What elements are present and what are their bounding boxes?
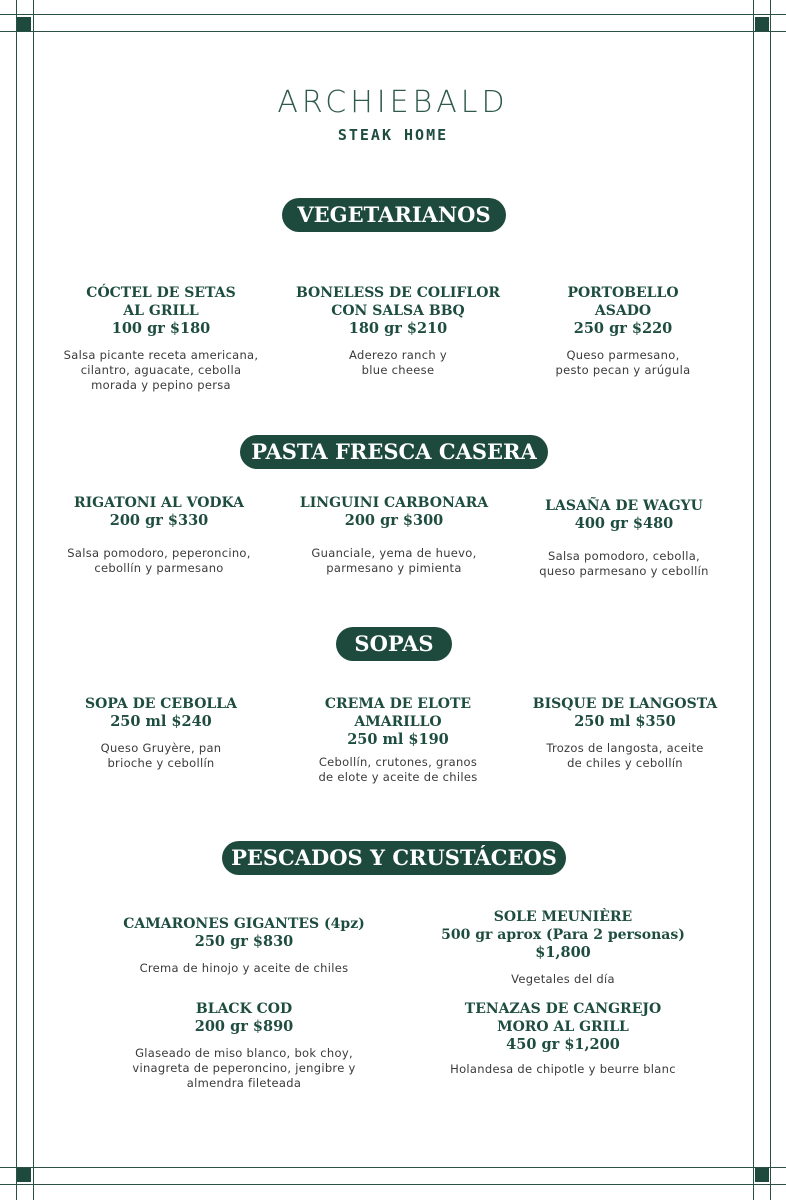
item-price: 250 ml $190 bbox=[347, 731, 449, 748]
item-description-line: cebollín y parmesano bbox=[94, 561, 224, 575]
menu-item bbox=[106, 1000, 382, 1091]
item-price: 450 gr $1,200 bbox=[506, 1036, 620, 1053]
item-description-line: vinagreta de peperoncino, jengibre y bbox=[132, 1061, 356, 1075]
item-name: AMARILLO bbox=[354, 714, 442, 730]
menu-item bbox=[44, 695, 278, 771]
frame-line-left-outer bbox=[16, 0, 17, 1200]
section-title-sopas: SOPAS bbox=[336, 627, 452, 661]
item-name: PORTOBELLO bbox=[567, 285, 679, 301]
menu-item bbox=[518, 284, 728, 378]
item-description-line: Cebollín, crutones, granos bbox=[318, 755, 478, 769]
item-description-line: Salsa pomodoro, peperoncino, bbox=[67, 546, 251, 560]
item-description-line: cilantro, aguacate, cebolla bbox=[80, 363, 242, 377]
menu-item bbox=[283, 284, 513, 378]
item-description-line: brioche y cebollín bbox=[107, 756, 215, 770]
item-price: 180 gr $210 bbox=[348, 320, 448, 337]
brand-header bbox=[0, 86, 786, 144]
item-description-line: parmesano y pimienta bbox=[326, 561, 462, 575]
frame-corner-top-right bbox=[755, 17, 769, 31]
item-description bbox=[44, 741, 278, 771]
frame-line-top-inner bbox=[0, 31, 786, 32]
menu-item bbox=[44, 494, 274, 576]
item-name: LINGUINI CARBONARA bbox=[299, 495, 489, 511]
item-description-line: Trozos de langosta, aceite bbox=[546, 741, 704, 755]
item-description-line: Queso parmesano, bbox=[566, 348, 680, 362]
frame-line-right-inner bbox=[753, 0, 754, 1200]
item-description-line: pesto pecan y arúgula bbox=[555, 363, 691, 377]
item-price: 250 ml $350 bbox=[574, 713, 676, 730]
item-price: 250 gr $220 bbox=[573, 320, 673, 337]
item-description bbox=[106, 1046, 382, 1091]
item-name: CAMARONES GIGANTES (4pz) bbox=[123, 916, 365, 932]
item-description-line: Queso Gruyère, pan bbox=[100, 741, 222, 755]
menu-item bbox=[418, 1000, 708, 1077]
item-name: TENAZAS DE CANGREJO bbox=[464, 1001, 662, 1017]
item-description-line: Aderezo ranch y bbox=[349, 348, 447, 362]
menu-item bbox=[514, 497, 734, 579]
menu-item bbox=[418, 908, 708, 987]
item-name: SOLE MEUNIÈRE bbox=[493, 909, 633, 925]
item-price: 400 gr $480 bbox=[574, 515, 674, 532]
item-name: MORO AL GRILL bbox=[497, 1019, 629, 1035]
section-title-pasta-fresca-casera: PASTA FRESCA CASERA bbox=[240, 435, 548, 469]
frame-line-left-inner bbox=[33, 0, 34, 1200]
menu-item bbox=[106, 915, 382, 976]
frame-line-right-outer bbox=[770, 0, 771, 1200]
frame-line-bottom-inner bbox=[0, 1167, 786, 1168]
item-price: 200 gr $890 bbox=[194, 1018, 294, 1035]
item-description-line: Salsa pomodoro, cebolla, bbox=[548, 549, 700, 563]
item-description-line: almendra fileteada bbox=[186, 1076, 302, 1090]
item-description bbox=[106, 961, 382, 976]
frame-line-top-outer bbox=[0, 14, 786, 15]
item-price: 250 ml $240 bbox=[110, 713, 212, 730]
menu-item bbox=[279, 494, 509, 576]
item-name: BLACK COD bbox=[195, 1001, 293, 1017]
brand-subtitle: STEAK HOME bbox=[337, 126, 449, 144]
frame-corner-bottom-right bbox=[755, 1168, 769, 1182]
item-name: LASAÑA DE WAGYU bbox=[545, 498, 703, 514]
item-name: CON SALSA BBQ bbox=[331, 303, 465, 319]
brand-name: ARCHIEBALD bbox=[277, 85, 509, 120]
item-description-line: Salsa picante receta americana, bbox=[63, 348, 259, 362]
item-description bbox=[283, 348, 513, 378]
item-description bbox=[418, 1062, 708, 1077]
item-description bbox=[515, 741, 735, 771]
item-price: 200 gr $300 bbox=[344, 512, 444, 529]
section-title-vegetarianos: VEGETARIANOS bbox=[282, 198, 506, 232]
item-price: 100 gr $180 bbox=[111, 320, 211, 337]
item-description-line: queso parmesano y cebollín bbox=[539, 564, 709, 578]
item-name: SOPA DE CEBOLLA bbox=[85, 696, 237, 712]
frame-corner-top-left bbox=[17, 17, 31, 31]
item-name: BONELESS DE COLIFLOR bbox=[295, 285, 501, 301]
menu-item bbox=[515, 695, 735, 771]
item-description-line: Glaseado de miso blanco, bok choy, bbox=[135, 1046, 353, 1060]
menu-item bbox=[283, 695, 513, 785]
item-description-line: Holandesa de chipotle y beurre blanc bbox=[450, 1062, 676, 1076]
frame-line-bottom-outer bbox=[0, 1184, 786, 1185]
item-description bbox=[279, 546, 509, 576]
menu-item bbox=[44, 284, 278, 393]
item-description bbox=[44, 546, 274, 576]
item-name: RIGATONI AL VODKA bbox=[73, 495, 245, 511]
item-description bbox=[283, 755, 513, 785]
item-description-line: de elote y aceite de chiles bbox=[318, 770, 478, 784]
item-description bbox=[44, 348, 278, 393]
item-description-line: blue cheese bbox=[361, 363, 435, 377]
item-description bbox=[518, 348, 728, 378]
item-name: CÓCTEL DE SETAS bbox=[86, 285, 236, 301]
item-description-line: Guanciale, yema de huevo, bbox=[311, 546, 477, 560]
item-name: ASADO bbox=[594, 303, 652, 319]
item-description-line: morada y pepino persa bbox=[91, 378, 231, 392]
item-price: $1,800 bbox=[535, 944, 591, 961]
item-price: 250 gr $830 bbox=[194, 933, 294, 950]
item-description-line: Crema de hinojo y aceite de chiles bbox=[139, 961, 349, 975]
item-name: AL GRILL bbox=[123, 303, 199, 319]
item-description bbox=[418, 972, 708, 987]
item-price: 200 gr $330 bbox=[109, 512, 209, 529]
frame-corner-bottom-left bbox=[17, 1168, 31, 1182]
item-description-line: Vegetales del día bbox=[511, 972, 615, 986]
item-name: 500 gr aprox (Para 2 personas) bbox=[441, 927, 685, 943]
item-description-line: de chiles y cebollín bbox=[567, 756, 683, 770]
section-title-pescados-y-crustaceos: PESCADOS Y CRUSTÁCEOS bbox=[222, 841, 566, 875]
item-description bbox=[514, 549, 734, 579]
item-name: CREMA DE ELOTE bbox=[324, 696, 472, 712]
item-name: BISQUE DE LANGOSTA bbox=[532, 696, 718, 712]
